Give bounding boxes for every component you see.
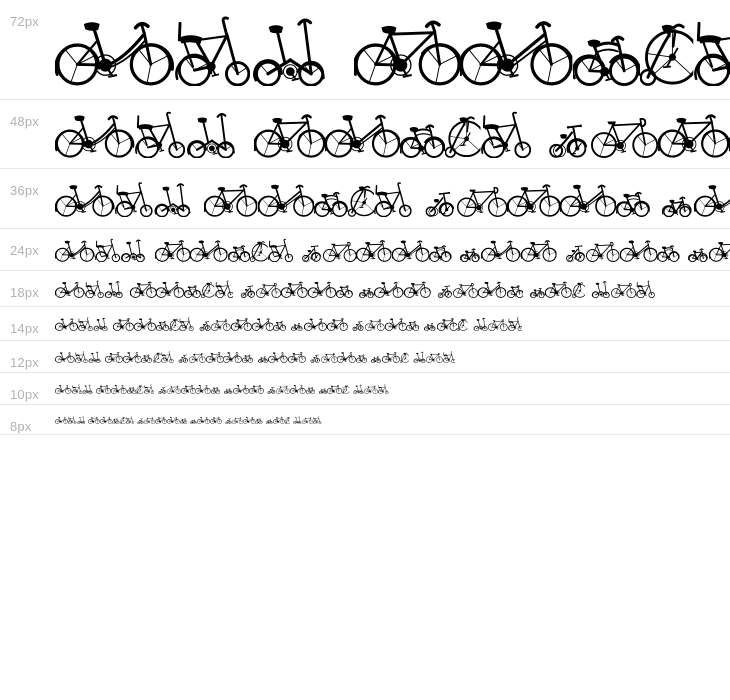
- racing-bike-icon: [611, 280, 636, 298]
- glyph-preview-line: [55, 169, 730, 228]
- sport-ladies-bike-icon: [156, 280, 184, 298]
- chopper-bike-icon: [179, 317, 194, 331]
- font-size-label: 48px: [10, 114, 39, 129]
- word-space: [238, 134, 254, 135]
- penny-farthing-icon: [640, 14, 693, 86]
- city-bike-icon: [206, 351, 224, 363]
- word-space: [650, 198, 662, 199]
- ladies-bike-icon: [55, 14, 175, 86]
- ladies-bike-icon: [55, 110, 135, 158]
- ladies-bike-icon: [55, 317, 78, 331]
- racing-bike-icon: [321, 351, 338, 363]
- sport-ladies-bike-icon: [337, 351, 356, 363]
- city-bike-icon: [545, 280, 572, 298]
- word-space: [146, 249, 154, 250]
- chopper-bike-icon: [68, 416, 76, 424]
- sport-ladies-bike-icon: [100, 416, 112, 424]
- sport-ladies-bike-icon: [392, 238, 429, 262]
- sport-ladies-bike-icon: [243, 416, 255, 424]
- cruiser-bike-icon: [507, 280, 524, 298]
- sport-ladies-bike-icon: [478, 280, 506, 298]
- word-space: [531, 134, 547, 135]
- cruiser-bike-icon: [400, 110, 445, 158]
- cruiser-bike-icon: [127, 384, 136, 394]
- city-bike-icon: [181, 384, 196, 394]
- city-bike-icon: [507, 181, 560, 217]
- sport-ladies-bike-icon: [460, 14, 572, 86]
- folding-bike-icon: [353, 384, 364, 394]
- city-bike-icon: [356, 238, 392, 262]
- tricycle-icon: [137, 416, 144, 424]
- glyph-preview-line: [55, 405, 730, 434]
- racing-bike-icon: [323, 238, 357, 262]
- ladies-bike-icon: [197, 416, 210, 424]
- ladies-bike-icon: [55, 238, 95, 262]
- racing-bike-icon: [276, 384, 290, 394]
- cruiser-bike-icon: [184, 280, 201, 298]
- glyph-preview-line: [55, 341, 730, 372]
- folding-bike-icon: [413, 351, 426, 363]
- cruiser-bike-icon: [141, 351, 152, 363]
- cruiser-bike-icon: [112, 416, 120, 424]
- penny-farthing-icon: [348, 181, 375, 217]
- cruiser-bike-icon: [273, 317, 286, 331]
- ladies-bike-icon: [55, 416, 68, 424]
- tricycle-icon: [225, 416, 232, 424]
- cruiser-bike-icon: [242, 351, 253, 363]
- kids-bike-icon: [460, 238, 481, 262]
- font-size-row: [0, 100, 730, 169]
- folding-bike-icon: [77, 416, 86, 424]
- kids-bike-icon: [688, 238, 709, 262]
- ladies-bike-icon: [268, 351, 288, 363]
- racing-bike-icon: [453, 280, 478, 298]
- kids-bike-icon: [258, 351, 269, 363]
- penny-farthing-icon: [445, 110, 481, 158]
- word-space: [192, 198, 204, 199]
- kids-bike-icon: [190, 416, 197, 424]
- font-size-row: [0, 271, 730, 307]
- racing-bike-icon: [167, 384, 181, 394]
- tricycle-icon: [301, 238, 323, 262]
- racing-bike-icon: [364, 384, 378, 394]
- city-bike-icon: [204, 181, 257, 217]
- racing-bike-icon: [591, 110, 658, 158]
- city-bike-icon: [113, 317, 134, 331]
- folding-bike-icon: [591, 280, 611, 298]
- city-bike-icon: [382, 351, 400, 363]
- racing-bike-icon: [365, 317, 385, 331]
- tricycle-icon: [547, 110, 590, 158]
- city-bike-icon: [288, 351, 306, 363]
- folding-bike-icon: [250, 14, 329, 86]
- font-size-label: 36px: [10, 183, 39, 198]
- chopper-bike-icon: [161, 351, 174, 363]
- sport-ladies-bike-icon: [560, 181, 616, 217]
- font-size-row: [0, 405, 730, 435]
- folding-bike-icon: [293, 416, 302, 424]
- tricycle-icon: [424, 181, 456, 217]
- tricycle-icon: [267, 384, 276, 394]
- word-space: [452, 249, 460, 250]
- ladies-bike-icon: [481, 238, 521, 262]
- cruiser-bike-icon: [616, 181, 650, 217]
- racing-bike-icon: [426, 351, 443, 363]
- penny-farthing-icon: [136, 384, 143, 394]
- glyph-preview-line: [55, 271, 730, 306]
- sport-ladies-bike-icon: [223, 351, 242, 363]
- font-size-row: [0, 229, 730, 271]
- cruiser-bike-icon: [180, 416, 188, 424]
- city-bike-icon: [437, 317, 458, 331]
- penny-farthing-icon: [153, 351, 162, 363]
- chopper-bike-icon: [215, 280, 234, 298]
- racing-bike-icon: [144, 416, 155, 424]
- city-bike-icon: [155, 238, 191, 262]
- sport-ladies-bike-icon: [252, 317, 274, 331]
- chopper-bike-icon: [115, 181, 153, 217]
- cruiser-bike-icon: [356, 351, 367, 363]
- sport-ladies-bike-icon: [190, 238, 227, 262]
- city-bike-icon: [273, 416, 285, 424]
- font-size-row: [0, 373, 730, 405]
- chopper-bike-icon: [378, 384, 389, 394]
- city-bike-icon: [658, 110, 729, 158]
- font-size-label: 12px: [10, 355, 39, 370]
- tricycle-icon: [240, 280, 256, 298]
- racing-bike-icon: [457, 181, 507, 217]
- ladies-bike-icon: [55, 181, 115, 217]
- sport-ladies-bike-icon: [325, 110, 400, 158]
- ladies-bike-icon: [55, 280, 85, 298]
- ladies-bike-icon: [304, 317, 327, 331]
- penny-farthing-icon: [457, 317, 467, 331]
- city-bike-icon: [327, 317, 348, 331]
- kids-bike-icon: [359, 280, 375, 298]
- font-size-row: [0, 169, 730, 229]
- sport-ladies-bike-icon: [195, 384, 211, 394]
- folding-bike-icon: [473, 317, 488, 331]
- glyph-preview-line: [55, 373, 730, 404]
- folding-bike-icon: [88, 351, 101, 363]
- tricycle-icon: [437, 280, 453, 298]
- font-size-row: [0, 307, 730, 341]
- city-bike-icon: [210, 416, 222, 424]
- font-size-label: 72px: [10, 14, 39, 29]
- chopper-bike-icon: [374, 181, 412, 217]
- penny-farthing-icon: [250, 238, 268, 262]
- city-bike-icon: [709, 238, 730, 262]
- sport-ladies-bike-icon: [385, 317, 407, 331]
- kids-bike-icon: [291, 317, 303, 331]
- racing-bike-icon: [586, 238, 620, 262]
- ladies-bike-icon: [233, 384, 250, 394]
- city-bike-icon: [281, 280, 308, 298]
- city-bike-icon: [231, 317, 252, 331]
- tricycle-icon: [565, 238, 587, 262]
- glyph-preview-line: [55, 0, 730, 99]
- penny-farthing-icon: [572, 280, 585, 298]
- font-size-label: 10px: [10, 387, 39, 402]
- city-bike-icon: [354, 14, 461, 86]
- chopper-bike-icon: [75, 351, 88, 363]
- font-size-row: [0, 0, 730, 100]
- cruiser-bike-icon: [657, 238, 680, 262]
- sport-ladies-bike-icon: [167, 416, 179, 424]
- chopper-bike-icon: [481, 110, 531, 158]
- cruiser-bike-icon: [211, 384, 220, 394]
- racing-bike-icon: [189, 351, 206, 363]
- chopper-bike-icon: [85, 280, 104, 298]
- glyph-preview-line: [55, 229, 730, 270]
- folding-bike-icon: [104, 280, 124, 298]
- glyph-preview-line: [55, 100, 730, 168]
- penny-farthing-icon: [342, 384, 349, 394]
- font-size-row: [0, 341, 730, 373]
- city-bike-icon: [96, 384, 111, 394]
- chopper-bike-icon: [694, 14, 730, 86]
- chopper-bike-icon: [135, 110, 185, 158]
- penny-farthing-icon: [400, 351, 409, 363]
- chopper-bike-icon: [126, 416, 134, 424]
- racing-bike-icon: [211, 317, 231, 331]
- word-space: [412, 198, 424, 199]
- kids-bike-icon: [530, 280, 546, 298]
- kids-bike-icon: [371, 351, 382, 363]
- folding-bike-icon: [185, 110, 238, 158]
- kids-bike-icon: [224, 384, 233, 394]
- glyph-preview-line: [55, 307, 730, 340]
- penny-farthing-icon: [201, 280, 214, 298]
- chopper-bike-icon: [95, 238, 120, 262]
- racing-bike-icon: [488, 317, 508, 331]
- sport-ladies-bike-icon: [123, 351, 142, 363]
- city-bike-icon: [105, 351, 123, 363]
- folding-bike-icon: [120, 238, 146, 262]
- ladies-bike-icon: [55, 384, 72, 394]
- city-bike-icon: [404, 280, 431, 298]
- chopper-bike-icon: [508, 317, 523, 331]
- chopper-bike-icon: [268, 238, 293, 262]
- racing-bike-icon: [302, 416, 313, 424]
- kids-bike-icon: [424, 317, 436, 331]
- tricycle-icon: [199, 317, 212, 331]
- city-bike-icon: [249, 384, 264, 394]
- sport-ladies-bike-icon: [290, 384, 306, 394]
- sport-ladies-bike-icon: [111, 384, 127, 394]
- cruiser-bike-icon: [255, 416, 263, 424]
- word-space: [293, 249, 301, 250]
- kids-bike-icon: [319, 384, 328, 394]
- chopper-bike-icon: [636, 280, 655, 298]
- tricycle-icon: [310, 351, 321, 363]
- racing-bike-icon: [256, 280, 281, 298]
- chopper-bike-icon: [78, 317, 93, 331]
- ladies-bike-icon: [374, 280, 404, 298]
- city-bike-icon: [155, 416, 167, 424]
- ladies-bike-icon: [55, 351, 75, 363]
- cruiser-bike-icon: [314, 181, 348, 217]
- sport-ladies-bike-icon: [258, 181, 314, 217]
- font-size-label: 8px: [10, 419, 32, 434]
- cruiser-bike-icon: [306, 384, 315, 394]
- city-bike-icon: [88, 416, 100, 424]
- penny-farthing-icon: [169, 317, 179, 331]
- tricycle-icon: [158, 384, 167, 394]
- racing-bike-icon: [232, 416, 243, 424]
- city-bike-icon: [254, 110, 325, 158]
- word-space: [680, 249, 688, 250]
- chopper-bike-icon: [313, 416, 321, 424]
- chopper-bike-icon: [72, 384, 83, 394]
- kids-bike-icon: [266, 416, 273, 424]
- sport-ladies-bike-icon: [308, 280, 336, 298]
- cruiser-bike-icon: [228, 238, 251, 262]
- tricycle-icon: [178, 351, 189, 363]
- word-space: [329, 49, 354, 50]
- cruiser-bike-icon: [156, 317, 169, 331]
- cruiser-bike-icon: [336, 280, 353, 298]
- city-bike-icon: [327, 384, 342, 394]
- chopper-bike-icon: [175, 14, 251, 86]
- font-size-label: 14px: [10, 321, 39, 336]
- cruiser-bike-icon: [406, 317, 419, 331]
- ladies-bike-icon: [694, 181, 730, 217]
- cruiser-bike-icon: [429, 238, 452, 262]
- folding-bike-icon: [153, 181, 193, 217]
- folding-bike-icon: [93, 317, 108, 331]
- chopper-bike-icon: [443, 351, 456, 363]
- city-bike-icon: [521, 238, 557, 262]
- chopper-bike-icon: [144, 384, 155, 394]
- city-bike-icon: [130, 280, 157, 298]
- folding-bike-icon: [82, 384, 93, 394]
- sport-ladies-bike-icon: [134, 317, 156, 331]
- font-size-label: 18px: [10, 285, 39, 300]
- sport-ladies-bike-icon: [620, 238, 657, 262]
- font-size-label: 24px: [10, 243, 39, 258]
- kids-bike-icon: [662, 181, 694, 217]
- word-space: [557, 249, 565, 250]
- cruiser-bike-icon: [573, 14, 641, 86]
- tricycle-icon: [352, 317, 365, 331]
